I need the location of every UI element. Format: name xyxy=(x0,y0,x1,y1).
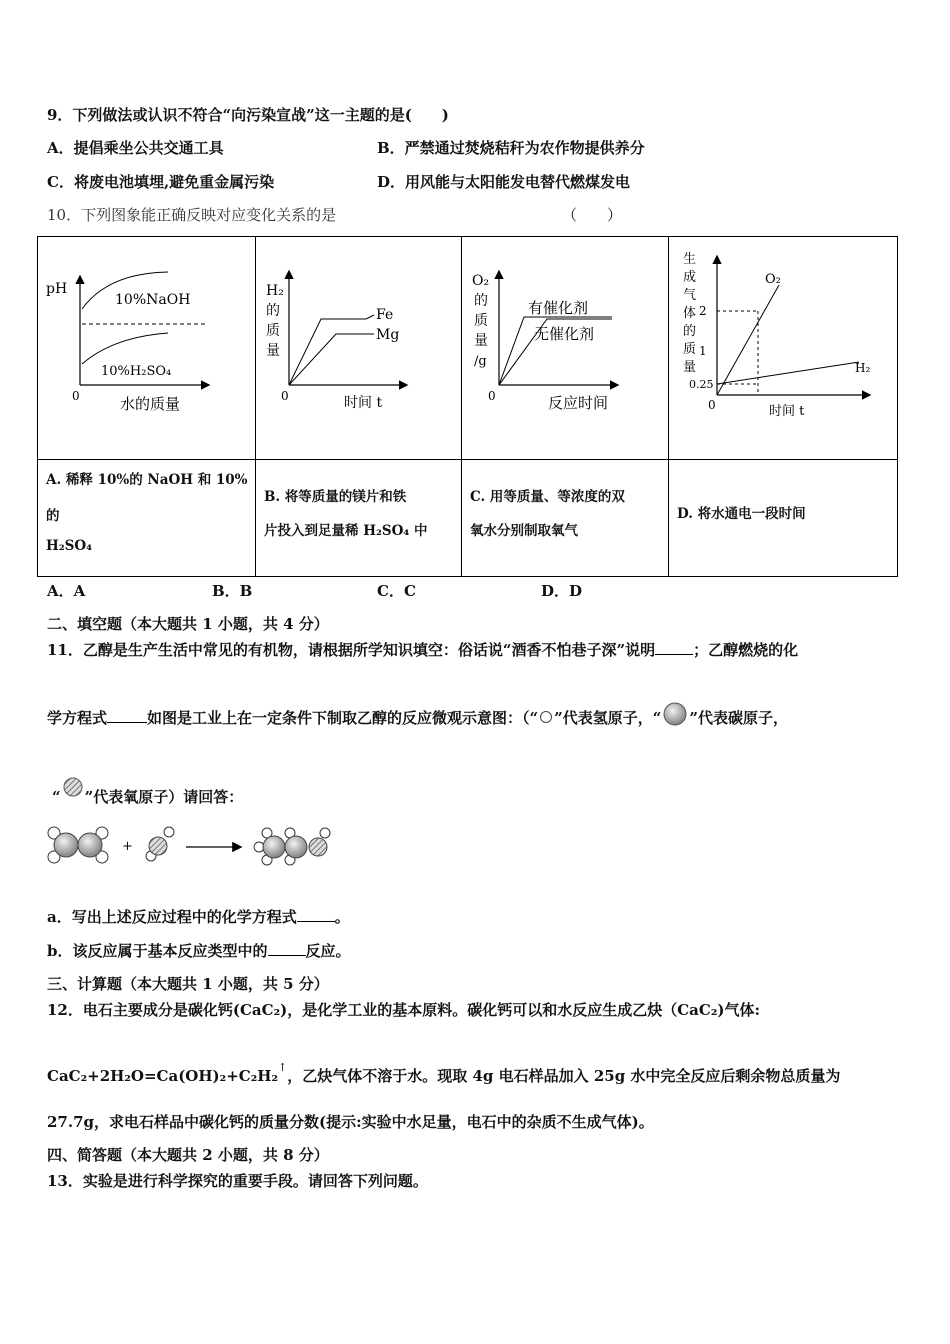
caption-b-line-1: B. 将等质量的镁片和铁 xyxy=(264,489,407,505)
graph-d-x-label: 时间 t xyxy=(769,404,805,419)
q11-part-a-text: a．写出上述反应过程中的化学方程式 xyxy=(47,908,297,926)
graph-a-h2so4-label: 10%H₂SO₄ xyxy=(101,364,172,379)
q10-paren: （ ） xyxy=(562,206,623,224)
q9-option-c: C．将废电池填埋,避免重金属污染 xyxy=(47,173,275,191)
graph-d-y-label-2: 成 xyxy=(683,270,697,285)
q12-line-1: 12．电石主要成分是碳化钙(CaC₂)，是化学工业的基本原料。碳化钙可以和水反应生成乙炔（CaC₂)气体: xyxy=(47,1001,761,1019)
graph-a-naoh-label: 10%NaOH xyxy=(115,292,191,308)
graph-b-mg-label: Mg xyxy=(376,327,400,343)
caption-b-cell xyxy=(256,460,462,577)
q11-blank-b[interactable] xyxy=(268,941,306,956)
graph-c-y-label-4: 量 xyxy=(474,333,488,349)
q12-line-2 xyxy=(47,1061,840,1086)
section-2-heading: 二、填空题（本大题共 1 小题，共 4 分） xyxy=(47,615,329,633)
section-4-heading: 四、简答题（本大题共 2 小题，共 8 分） xyxy=(47,1146,329,1164)
reaction-plus: + xyxy=(122,839,133,854)
q11-part-a xyxy=(47,906,350,927)
q11-line-2-end: ”代表碳原子， xyxy=(689,709,789,727)
graph-b-fe-leader xyxy=(366,315,374,319)
oxygen-atom-icon xyxy=(61,776,85,798)
graph-c-catalyst-label: 有催化剂 xyxy=(528,299,589,317)
q10-figure-table xyxy=(37,236,898,577)
caption-d-cell xyxy=(669,460,898,577)
graph-d-tick-1: 1 xyxy=(699,344,707,358)
q11-part-b-text: b．该反应属于基本反应类型中的 xyxy=(47,942,268,960)
q11-line-3-end: ”代表氧原子）请回答： xyxy=(84,788,244,806)
q13-stem: 13．实验是进行科学探究的重要手段。请回答下列问题。 xyxy=(47,1172,428,1190)
graph-d-o2-label: O₂ xyxy=(765,272,781,287)
q11-part-a-end: 。 xyxy=(334,908,350,926)
graph-d-tick-025: 0.25 xyxy=(689,378,714,391)
graph-c xyxy=(462,237,668,459)
q10-answer-d: D．D xyxy=(541,582,583,600)
graph-d-y-label-1: 生 xyxy=(683,252,697,267)
graph-b-origin: 0 xyxy=(281,389,289,403)
graph-b xyxy=(256,237,461,459)
q11-line-3-start: “ xyxy=(52,788,61,806)
graph-d-o2-line xyxy=(717,285,779,395)
graph-c-origin: 0 xyxy=(488,389,496,403)
graph-a-cell xyxy=(38,237,256,460)
ethylene-molecule xyxy=(48,827,108,863)
caption-a-line-3: H₂SO₄ xyxy=(46,538,93,554)
graph-a-x-label: 水的质量 xyxy=(120,395,181,413)
q10-answer-b: B．B xyxy=(212,582,253,600)
graph-c-no-catalyst-label: 无催化剂 xyxy=(534,325,595,343)
q12-line-3: 27.7g，求电石样品中碳化钙的质量分数(提示:实验中水足量，电石中的杂质不生成气体)。 xyxy=(47,1113,654,1131)
caption-c-line-2: 氧水分别制取氧气 xyxy=(470,523,578,539)
q12-line-2-text: ，乙炔气体不溶于水。现取 4g 电石样品加入 25g 水中完全反应后剩余物总质量为 xyxy=(287,1067,841,1085)
graph-c-y-label-3: 质 xyxy=(474,313,488,329)
graph-b-y-label-2: 的 xyxy=(266,303,280,319)
graph-c-y-label-2: 的 xyxy=(474,293,488,309)
graph-a-y-label: pH xyxy=(46,281,68,297)
q10-answer-a: A．A xyxy=(47,582,86,600)
q11-line-2-mid: 如图是工业上在一定条件下制取乙醇的反应微观示意图：（“ xyxy=(147,709,539,727)
q9-option-d: D．用风能与太阳能发电替代燃煤发电 xyxy=(377,173,631,191)
graph-a-origin: 0 xyxy=(72,389,80,403)
graph-b-cell xyxy=(256,237,462,460)
graph-d-y-label-4: 体 xyxy=(683,306,697,321)
caption-c-cell xyxy=(462,460,669,577)
graph-d-tick-2: 2 xyxy=(699,304,707,318)
q11-part-b-end: 反应。 xyxy=(305,942,351,960)
graph-a-h2so4-curve xyxy=(82,333,168,364)
caption-a-line-1: A. 稀释 10%的 NaOH 和 10% xyxy=(46,472,248,488)
graph-b-mg-line xyxy=(289,334,366,385)
q11-line-3 xyxy=(52,776,243,807)
graph-a xyxy=(38,237,255,459)
reaction-diagram xyxy=(44,818,344,872)
graph-d-h2-label: H₂ xyxy=(855,361,871,375)
graph-d-y-label-7: 量 xyxy=(683,360,697,375)
graph-b-y-label-3: 质 xyxy=(266,323,280,339)
graph-d-y-label-6: 质 xyxy=(683,342,697,357)
caption-b-line-2: 片投入到足量稀 H₂SO₄ 中 xyxy=(264,523,428,539)
graph-c-cell xyxy=(462,237,669,460)
hydrogen-atom-icon xyxy=(538,710,554,724)
graph-b-fe-line xyxy=(289,319,366,385)
q11-line-2 xyxy=(47,701,788,728)
section-3-heading: 三、计算题（本大题共 1 小题，共 5 分） xyxy=(47,975,329,993)
q11-line-2-start: 学方程式 xyxy=(47,709,108,727)
graph-d-y-label-5: 的 xyxy=(683,324,697,339)
ethanol-molecule xyxy=(254,828,330,865)
graph-d xyxy=(669,237,897,459)
graph-c-x-label: 反应时间 xyxy=(548,394,609,412)
q9-stem: 9．下列做法或认识不符合“向污染宣战”这一主题的是( ) xyxy=(47,106,449,124)
caption-c-line-1: C. 用等质量、等浓度的双 xyxy=(470,489,625,505)
caption-d-text: D. 将水通电一段时间 xyxy=(677,506,806,522)
graph-b-y-label-4: 量 xyxy=(266,343,280,359)
q9-option-b: B．严禁通过焚烧秸秆为农作物提供养分 xyxy=(377,139,645,157)
graph-b-fe-label: Fe xyxy=(376,307,394,323)
graph-d-y-label-3: 气 xyxy=(683,288,697,303)
q11-line-2-mid2: ”代表氢原子，“ xyxy=(554,709,662,727)
q11-part-b xyxy=(47,940,351,961)
q11-blank-a[interactable] xyxy=(297,907,335,922)
q12-equation: CaC₂+2H₂O=Ca(OH)₂+C₂H₂ xyxy=(47,1067,279,1085)
q10-answer-c: C．C xyxy=(377,582,416,600)
q11-blank-2[interactable] xyxy=(107,708,147,723)
graph-d-origin: 0 xyxy=(708,398,716,412)
q11-line-1-end: ；乙醇燃烧的化 xyxy=(693,641,799,659)
gas-arrow-icon: ↑ xyxy=(278,1061,288,1074)
water-molecule xyxy=(146,827,174,861)
graph-c-y-label-5: /g xyxy=(474,354,487,369)
q9-option-a: A．提倡乘坐公共交通工具 xyxy=(47,139,224,157)
q11-line-1 xyxy=(47,639,798,660)
graph-d-h2-line xyxy=(717,362,859,384)
graph-b-x-label: 时间 t xyxy=(344,395,383,411)
graph-c-y-label-1: O₂ xyxy=(472,273,490,289)
caption-a-line-2: 的 xyxy=(46,508,60,524)
graph-b-y-label-1: H₂ xyxy=(266,283,284,299)
q11-blank-1[interactable] xyxy=(655,640,693,655)
carbon-atom-icon xyxy=(661,701,689,727)
caption-a-cell xyxy=(38,460,256,577)
q11-line-1-text: 11．乙醇是生产生活中常见的有机物，请根据所学知识填空：俗话说“酒香不怕巷子深”说明 xyxy=(47,641,656,659)
q10-stem: 10．下列图象能正确反映对应变化关系的是 xyxy=(47,206,337,224)
graph-d-cell xyxy=(669,237,898,460)
